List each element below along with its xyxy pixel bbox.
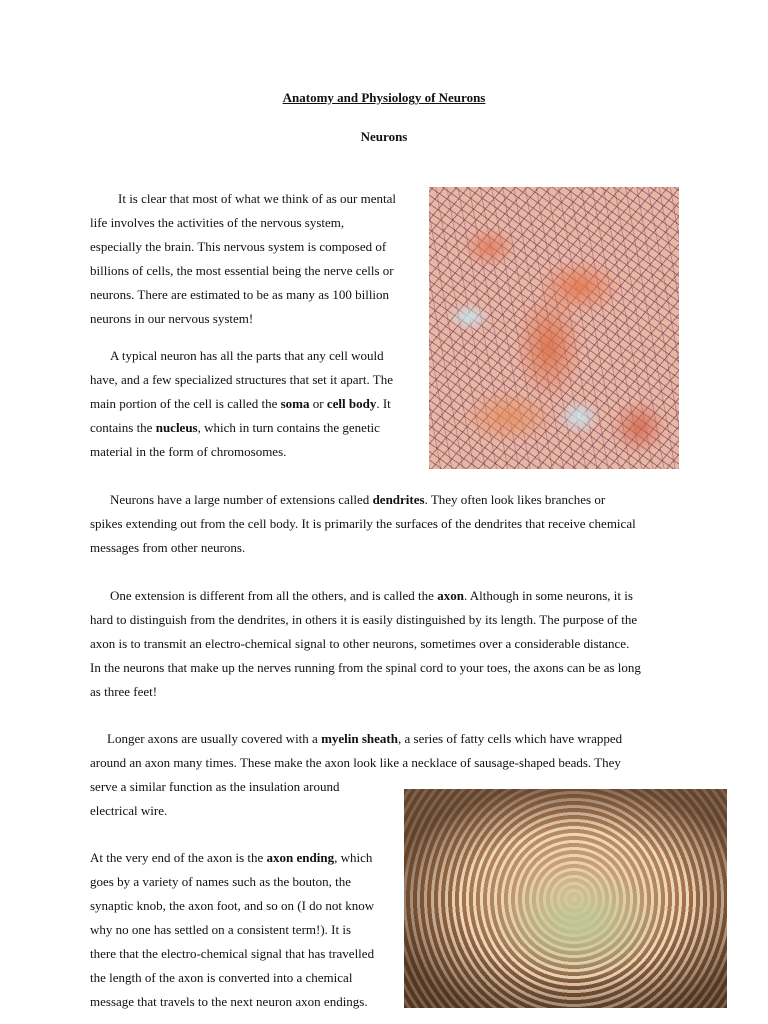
term-soma: soma [280,396,310,411]
term-dendrites: dendrites [372,492,425,507]
term-axon-ending: axon ending [266,850,335,865]
section-heading: Neurons [360,129,408,144]
text-line: around an axon many times. These make the axon look like a necklace of sausage-shaped beads. They [90,755,621,770]
text-run: Neurons have a large number of extensions called [110,492,373,507]
text-line: serve a similar function as the insulation around [90,779,340,794]
text-line: A typical neuron has all the parts that any cell would [110,348,384,363]
paragraph-typical-neuron [90,344,393,464]
document-title: Anatomy and Physiology of Neurons [282,90,486,105]
text-run: . It [376,396,391,411]
term-axon: axon [437,588,464,603]
text-line: messages from other neurons. [90,540,246,555]
text-line: there that the electro-chemical signal that has travelled [90,946,375,961]
text-line: It is clear that most of what we think of as our mental [118,191,396,206]
text-line: axon is to transmit an electro-chemical signal to other neurons, sometimes over a considerable distance. [90,636,630,651]
text-line: synaptic knob, the axon foot, and so on (I do not know [90,898,375,913]
text-run: , a series of fatty cells which have wrapped [397,731,623,746]
text-run: , which in turn contains the genetic [197,420,380,435]
text-line: life involves the activities of the nervous system, [90,215,345,230]
term-myelin-sheath: myelin sheath [321,731,398,746]
text-line: hard to distinguish from the dendrites, in others it is easily distinguished by its length. The purpose of the [90,612,638,627]
text-line: neurons. There are estimated to be as many as 100 billion [90,287,390,302]
text-line: as three feet! [90,684,158,699]
term-nucleus: nucleus [155,420,198,435]
neuron-micrograph-image [429,187,679,469]
text-line: billions of cells, the most essential being the nerve cells or [90,263,394,278]
text-run: At the very end of the axon is the [90,850,267,865]
image-shading [404,789,727,1008]
text-run: contains the [90,420,156,435]
text-line: the length of the axon is converted into a chemical [90,970,353,985]
text-line [90,416,393,440]
text-line [90,488,636,512]
text-line: have, and a few specialized structures that set it apart. The [90,372,393,387]
text-run: . Although in some neurons, it is [463,588,633,603]
text-line: electrical wire. [90,803,168,818]
text-line: In the neurons that make up the nerves running from the spinal cord to your toes, the axons can be as long [90,660,641,675]
text-line: why no one has settled on a consistent term!). It is [90,922,352,937]
paragraph-axon-ending [90,846,374,1014]
text-line: spikes extending out from the cell body. It is primarily the surfaces of the dendrites that receive chemical [90,516,636,531]
text-run: main portion of the cell is called the [90,396,281,411]
text-line: neurons in our nervous system! [90,311,254,326]
text-run: , which [334,850,373,865]
text-line [90,392,393,416]
text-run: . They often look likes branches or [424,492,606,507]
text-line [90,584,641,608]
text-line [90,727,622,751]
text-line: material in the form of chromosomes. [90,444,287,459]
text-run: One extension is different from all the others, and is called the [110,588,438,603]
text-run: Longer axons are usually covered with a [107,731,322,746]
axon-ending-micrograph-image [404,789,727,1008]
term-cell-body: cell body [326,396,377,411]
text-run: or [309,396,327,411]
text-line: especially the brain. This nervous system is composed of [90,239,387,254]
text-line [90,846,374,870]
paragraph-intro [90,187,396,331]
text-line: goes by a variety of names such as the bouton, the [90,874,352,889]
text-line: message that travels to the next neuron axon endings. [90,994,368,1009]
paragraph-axon [90,584,641,704]
paragraph-dendrites [90,488,636,560]
